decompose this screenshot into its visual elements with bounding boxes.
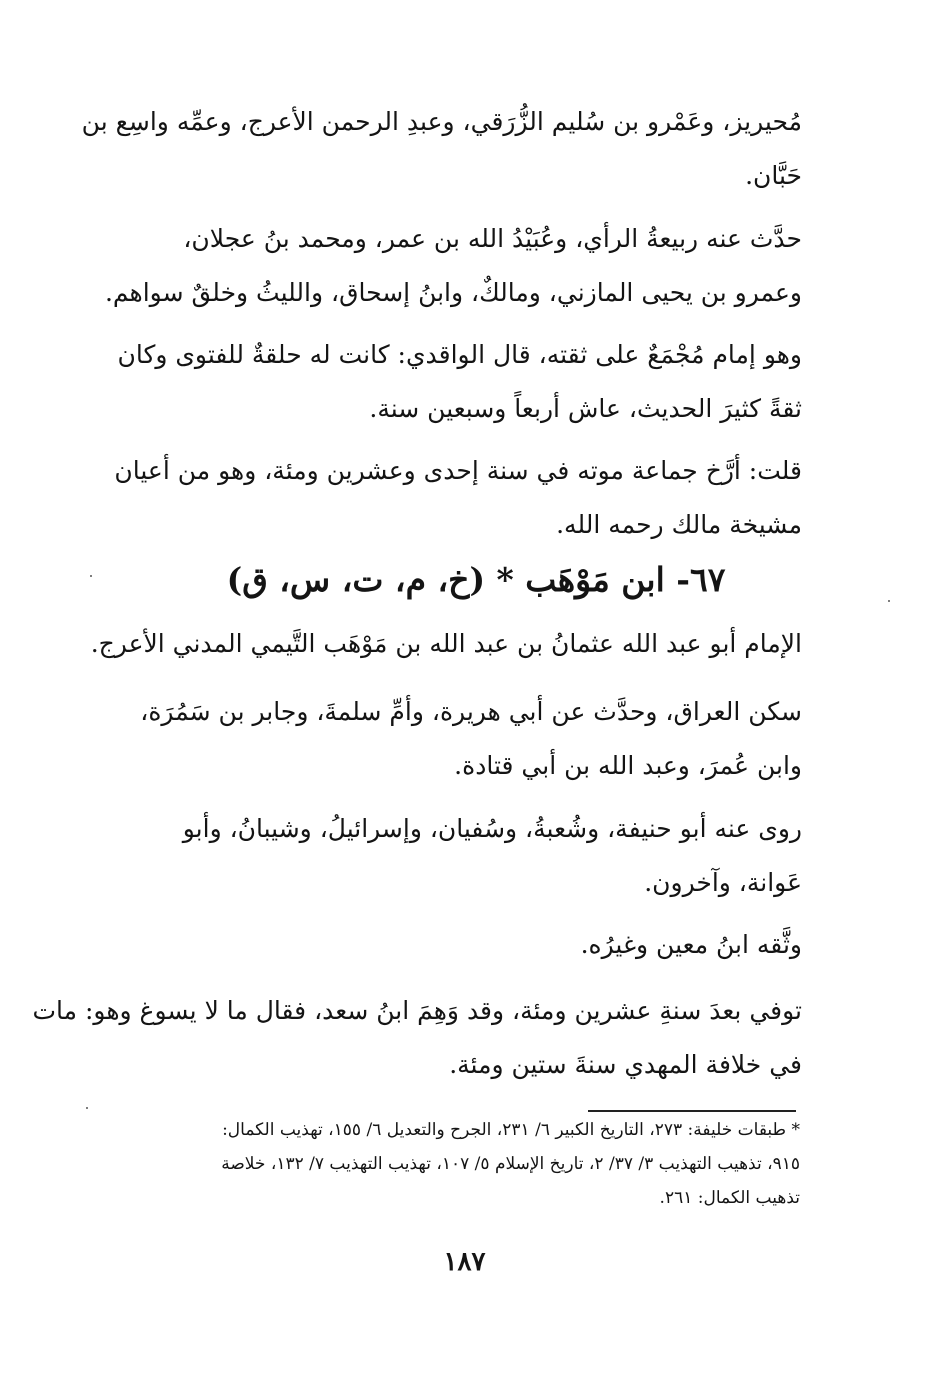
paragraph-full-name [90, 617, 802, 671]
text-line: مشيخة مالك رحمه الله. [556, 510, 802, 539]
text-line: في خلافة المهدي سنةَ ستين ومئة. [449, 1050, 802, 1079]
paragraph-students [150, 802, 802, 910]
paragraph-death-date [114, 444, 802, 552]
text-line: حَبَّان. [745, 161, 802, 190]
text-line: وثَّقه ابنُ معين وغيرُه. [580, 930, 802, 959]
text-line: وابن عُمرَ، وعبد الله بن أبي قتادة. [454, 751, 802, 780]
text-line: عَوانة، وآخرون. [644, 868, 802, 897]
scan-speck [86, 1107, 88, 1109]
footnote [140, 1113, 800, 1215]
footnote-line: * طبقات خليفة: ٢٧٣، التاريخ الكبير ٦/ ٢٣١، الجرح والتعديل ٦/ ١٥٥، تهذيب الكمال: [222, 1120, 800, 1140]
paragraph-residence [140, 685, 802, 793]
entry-heading: ٦٧- ابن مَوْهَب * (خ، م، ت، س، ق) [226, 560, 726, 599]
text-line: قلت: أرَّخ جماعة موته في سنة إحدى وعشرين ومئة، وهو من أعيان [114, 456, 802, 485]
paragraph-death [32, 984, 802, 1092]
page-number: ١٨٧ [443, 1247, 486, 1277]
footnote-line: ٩١٥، تذهيب التهذيب ٣/ ٣٧/ ٢، تاريخ الإسلام ٥/ ١٠٧، تهذيب التهذيب ٧/ ١٣٢، خلاصة [221, 1154, 800, 1174]
text-line: توفي بعدَ سنةِ عشرين ومئة، وقد وَهِمَ ابنُ سعد، فقال ما لا يسوغ وهو: مات [32, 996, 802, 1025]
footnote-separator [588, 1110, 796, 1112]
paragraph-authentication [150, 918, 802, 972]
text-line: روى عنه أبو حنيفة، وشُعبةُ، وسُفيان، وإسرائيلُ، وشيبانُ، وأبو [182, 814, 802, 843]
paragraph-narrators [104, 212, 802, 320]
text-line: الإمام أبو عبد الله عثمانُ بن عبد الله بن مَوْهَب التَّيمي المدني الأعرج. [90, 629, 802, 658]
paragraph-trustworthiness [117, 328, 802, 436]
scan-speck [90, 575, 92, 577]
text-line: ثقةً كثيرَ الحديث، عاش أربعاً وسبعين سنة. [369, 394, 802, 423]
text-line: سكن العراق، وحدَّث عن أبي هريرة، وأمِّ سلمةَ، وجابر بن سَمُرَة، [140, 697, 802, 726]
paragraph-teachers-continued [81, 95, 802, 203]
text-line: حدَّث عنه ربيعةُ الرأي، وعُبَيْدُ الله بن عمر، ومحمد بنُ عجلان، [183, 224, 802, 253]
footnote-line: تذهيب الكمال: ٢٦١. [659, 1188, 800, 1208]
text-line: وهو إمام مُجْمَعٌ على ثقته، قال الواقدي: كانت له حلقةٌ للفتوى وكان [117, 340, 802, 369]
scan-speck [888, 600, 890, 602]
text-line: مُحيريز، وعَمْرو بن سُليم الزُّرَقي، وعبدِ الرحمن الأعرج، وعمِّه واسِع بن [81, 107, 802, 136]
text-line: وعمرو بن يحيى المازني، ومالكٌ، وابنُ إسحاق، والليثُ وخلقٌ سواهم. [104, 278, 802, 307]
